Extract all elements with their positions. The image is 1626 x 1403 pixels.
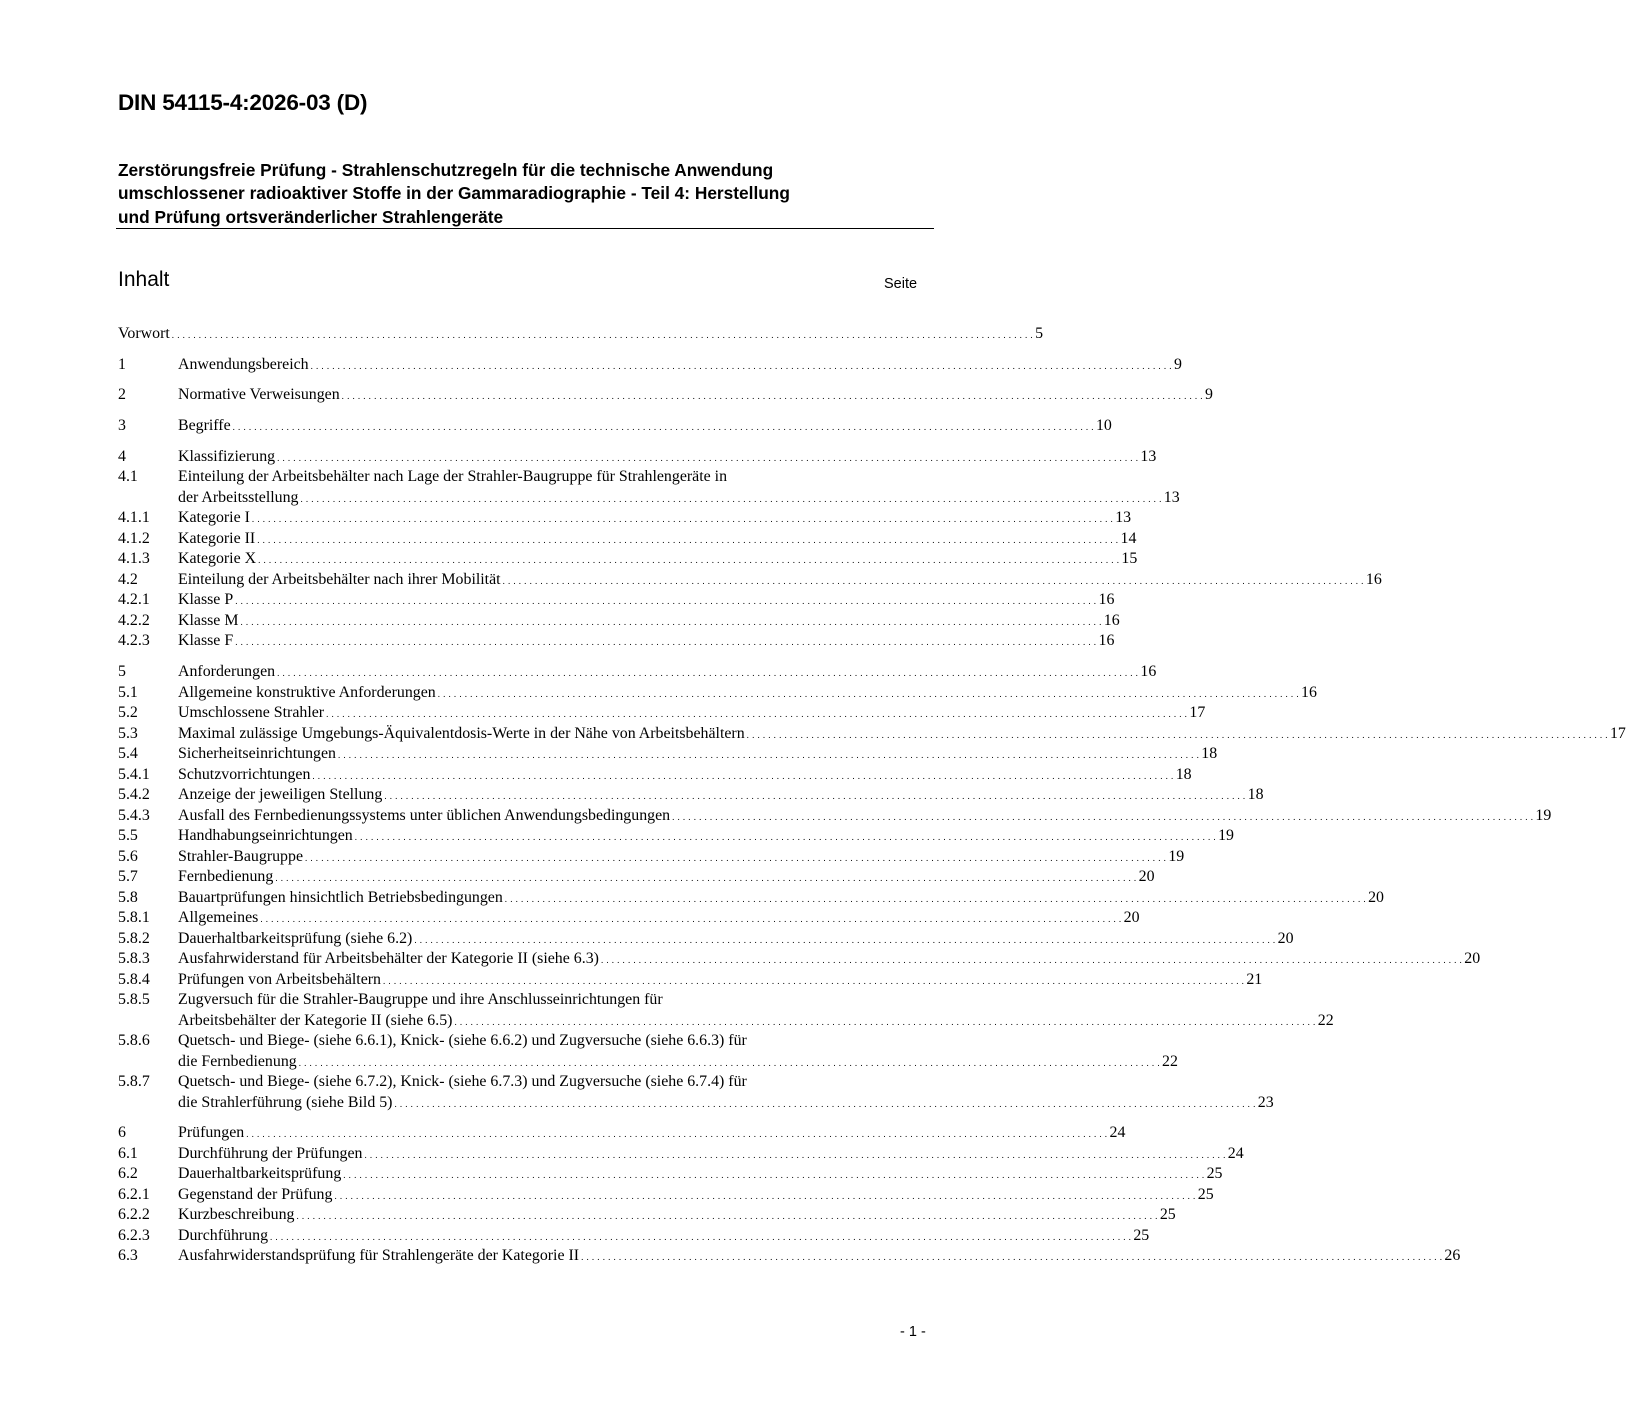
toc-entry-title: Handhabungseinrichtungen — [178, 827, 353, 844]
toc-entry-page: 18 — [1175, 765, 1192, 783]
toc-page-column-label: Seite — [884, 276, 918, 292]
toc-entry-title: Einteilung der Arbeitsbehälter nach Lage der Strahler-Baugruppe für Strahlengeräte in — [178, 468, 728, 486]
toc-entry-page: 22 — [1317, 1011, 1334, 1029]
toc-entry-page: 25 — [1159, 1206, 1176, 1224]
toc-entry[interactable] — [118, 488, 1180, 509]
toc-entry-number: 4 — [118, 447, 126, 465]
toc-entry[interactable] — [118, 611, 1120, 632]
toc-dot-leader: . . . . . . . . . . . . . . . . . . . . . . . . . . . . . . . . . . . . . . . . . . . . . . . . . . . . . . . . . . . . . . . . . . . . . . . . . . . . . . . . . . . . . . . . . . . . . . . . . . . . . . . . . . . . . . . . . . . . . . . . . . . . . . . . . . . . . . . . . . . . . . . . . . . . . . . . . . . . . . . . — [240, 616, 1102, 627]
toc-entry-number: 5.8 — [118, 888, 138, 906]
toc-entry-title: Anforderungen — [178, 663, 276, 680]
toc-entry-number: 5.7 — [118, 868, 138, 885]
toc-dot-leader: . . . . . . . . . . . . . . . . . . . . . . . . . . . . . . . . . . . . . . . . . . . . . . . . . . . . . . . . . . . . . . . . . . . . . . . . . . . . . . . . . . . . . . . . . . . . . . . . . . . . . . . . . . . . . . . . . . . . . . . . . . . . . . . . . . . . . . . . . . . . . . . . . . . . . . . . . . . . . . . . — [298, 1057, 1161, 1068]
toc-dot-leader: . . . . . . . . . . . . . . . . . . . . . . . . . . . . . . . . . . . . . . . . . . . . . . . . . . . . . . . . . . . . . . . . . . . . . . . . . . . . . . . . . . . . . . . . . . . . . . . . . . . . . . . . . . . . . . . . . . . . . . . . . . . . . . . . . . . . . . . . . . . . . . . . . . . . . . . . . . . . . . . . — [257, 534, 1119, 545]
toc-entry-title: Begriffe — [178, 417, 231, 435]
toc-entry-page: 20 — [1277, 929, 1294, 947]
toc-entry[interactable] — [118, 744, 1218, 765]
toc-entry[interactable] — [118, 806, 1552, 827]
toc-entry[interactable] — [118, 529, 1137, 550]
toc-entry-page: 20 — [1138, 868, 1155, 885]
toc-entry[interactable] — [118, 1164, 1223, 1185]
toc-entry[interactable] — [118, 385, 1213, 406]
document-title — [118, 159, 918, 229]
toc-dot-leader: . . . . . . . . . . . . . . . . . . . . . . . . . . . . . . . . . . . . . . . . . . . . . . . . . . . . . . . . . . . . . . . . . . . . . . . . . . . . . . . . . . . . . . . . . . . . . . . . . . . . . . . . . . . . . . . . . . . . . . . . . . . . . . . . . . . . . . . . . . . . . . . . . . . . . . . . . . . . . . . . — [326, 709, 1188, 719]
toc-dot-leader: . . . . . . . . . . . . . . . . . . . . . . . . . . . . . . . . . . . . . . . . . . . . . . . . . . . . . . . . . . . . . . . . . . . . . . . . . . . . . . . . . . . . . . . . . . . . . . . . . . . . . . . . . . . . . . . . . . . . . . . . . . . . . . . . . . . . . . . . . . . . . . . . . . . . . . . . . . . . . . . . — [454, 1016, 1316, 1027]
toc-entry-number: 5.1 — [118, 683, 138, 701]
toc-entry[interactable] — [118, 765, 1192, 786]
toc-dot-leader: . . . . . . . . . . . . . . . . . . . . . . . . . . . . . . . . . . . . . . . . . . . . . . . . . . . . . . . . . . . . . . . . . . . . . . . . . . . . . . . . . . . . . . . . . . . . . . . . . . . . . . . . . . . . . . . . . . . . . . . . . . . . . . . . . . . . . . . . . . . . . . . . . . . . . . . . . . . . . . . . — [300, 493, 1162, 504]
toc-entry[interactable] — [118, 1031, 930, 1052]
toc-dot-leader: . . . . . . . . . . . . . . . . . . . . . . . . . . . . . . . . . . . . . . . . . . . . . . . . . . . . . . . . . . . . . . . . . . . . . . . . . . . . . . . . . . . . . . . . . . . . . . . . . . . . . . . . . . . . . . . . . . . . . . . . . . . . . . . . . . . . . . . . . . . . . . . . . . . . . . . . . . . . . . . . — [296, 1211, 1158, 1222]
toc-dot-leader: . . . . . . . . . . . . . . . . . . . . . . . . . . . . . . . . . . . . . . . . . . . . . . . . . . . . . . . . . . . . . . . . . . . . . . . . . . . . . . . . . . . . . . . . . . . . . . . . . . . . . . . . . . . . . . . . . . . . . . . . . . . . . . . . . . . . . . . . . . . . . . . . . . . . . . . . . . . . . . . . — [270, 1231, 1132, 1242]
toc-entry-title: Vorwort — [118, 325, 170, 342]
toc-entry-page: 16 — [1140, 663, 1157, 680]
toc-entry-page: 20 — [1123, 909, 1140, 926]
toc-entry-page: 22 — [1162, 1052, 1178, 1070]
toc-entry-title: Maximal zulässige Umgebungs-Äquivalentdosis-Werte in der Nähe von Arbeitsbehältern — [178, 724, 745, 742]
toc-entry-number: 5.8.7 — [118, 1073, 150, 1090]
toc-entry-title: Klasse M — [178, 611, 239, 629]
toc-entry-title: Bauartprüfungen hinsichtlich Betriebsbedingungen — [178, 888, 503, 906]
toc-entry-number: 5.8.1 — [118, 909, 150, 926]
toc-entry[interactable] — [118, 949, 1481, 970]
toc-entry-title: Zugversuch für die Strahler-Baugruppe und ihre Anschlusseinrichtungen für — [178, 991, 663, 1008]
toc-entry-title: Durchführung der Prüfungen — [178, 1144, 363, 1162]
toc-entry[interactable] — [118, 1185, 1214, 1206]
toc-entry[interactable] — [118, 590, 1115, 611]
toc-entry-page: 23 — [1257, 1093, 1274, 1111]
toc-dot-leader: . . . . . . . . . . . . . . . . . . . . . . . . . . . . . . . . . . . . . . . . . . . . . . . . . . . . . . . . . . . . . . . . . . . . . . . . . . . . . . . . . . . . . . . . . . . . . . . . . . . . . . . . . . . . . . . . . . . . . . . . . . . . . . . . . . . . . . . . . . . . . . . . . . . . . . . . . . . . . . . . — [502, 575, 1364, 586]
toc-entry-title: Dauerhaltbarkeitsprüfung (siehe 6.2) — [178, 929, 413, 947]
toc-entry-number: 5.4.2 — [118, 786, 150, 803]
toc-entry-number: 6.2.2 — [118, 1206, 150, 1224]
toc-entry[interactable] — [118, 970, 1263, 991]
toc-entry-number: 6.2.1 — [118, 1185, 150, 1203]
toc-entry-number: 5.8.5 — [118, 991, 150, 1008]
toc-entry-title: Anzeige der jeweiligen Stellung — [178, 786, 383, 803]
toc-entry-page: 18 — [1201, 745, 1218, 762]
toc-dot-leader: . . . . . . . . . . . . . . . . . . . . . . . . . . . . . . . . . . . . . . . . . . . . . . . . . . . . . . . . . . . . . . . . . . . . . . . . . . . . . . . . . . . . . . . . . . . . . . . . . . . . . . . . . . . . . . . . . . . . . . . . . . . . . . . . . . . . . . . . . . . . . . . . . . . . . . . . . . . . . . . . — [310, 360, 1172, 371]
toc-entry-title: der Arbeitsstellung — [178, 488, 299, 506]
toc-entry-page: 17 — [1189, 704, 1206, 721]
toc-entry[interactable] — [118, 826, 1234, 847]
toc-entry-title: Strahler-Baugruppe — [178, 847, 303, 865]
toc-entry-page: 21 — [1246, 970, 1263, 988]
toc-entry-page: 14 — [1120, 529, 1137, 547]
toc-entry-title: Einteilung der Arbeitsbehälter nach ihrer Mobilität — [178, 570, 501, 588]
toc-entry[interactable] — [118, 908, 1140, 929]
toc-entry-page: 20 — [1464, 950, 1481, 967]
toc-dot-leader: . . . . . . . . . . . . . . . . . . . . . . . . . . . . . . . . . . . . . . . . . . . . . . . . . . . . . . . . . . . . . . . . . . . . . . . . . . . . . . . . . . . . . . . . . . . . . . . . . . . . . . . . . . . . . . . . . . . . . . . . . . . . . . . . . . . . . . . . . . . . . . . . . . . . . . . . . . . . . . . . — [672, 811, 1534, 822]
toc-entry[interactable] — [118, 990, 930, 1011]
toc-entry-number: 4.1.1 — [118, 509, 150, 527]
toc-dot-leader: . . . . . . . . . . . . . . . . . . . . . . . . . . . . . . . . . . . . . . . . . . . . . . . . . . . . . . . . . . . . . . . . . . . . . . . . . . . . . . . . . . . . . . . . . . . . . . . . . . . . . . . . . . . . . . . . . . . . . . . . . . . . . . . . . . . . . . . . . . . . . . . . . . . . . . . . . . . . . . . . — [275, 873, 1137, 883]
toc-dot-leader: . . . . . . . . . . . . . . . . . . . . . . . . . . . . . . . . . . . . . . . . . . . . . . . . . . . . . . . . . . . . . . . . . . . . . . . . . . . . . . . . . . . . . . . . . . . . . . . . . . . . . . . . . . . . . . . . . . . . . . . . . . . . . . . . . . . . . . . . . . . . . . . . . . . . . . . . . . . . . . . . — [251, 514, 1114, 525]
toc-entry-page: 10 — [1095, 417, 1112, 435]
toc-entry-title: Umschlossene Strahler — [178, 704, 325, 721]
toc-entry[interactable] — [118, 631, 1115, 652]
toc-dot-leader: . . . . . . . . . . . . . . . . . . . . . . . . . . . . . . . . . . . . . . . . . . . . . . . . . . . . . . . . . . . . . . . . . . . . . . . . . . . . . . . . . . . . . . . . . . . . . . . . . . . . . . . . . . . . . . . . . . . . . . . . . . . . . . . . . . . . . . . . . . . . . . . . . . . . . . . . . . . . . . . . — [312, 770, 1174, 781]
toc-entry-page: 25 — [1197, 1185, 1214, 1203]
toc-entry[interactable] — [118, 1144, 1244, 1165]
toc-entry-page: 25 — [1206, 1165, 1223, 1183]
toc-entry-title: Ausfall des Fernbedienungssystems unter üblichen Anwendungsbedingungen — [178, 806, 671, 824]
toc-entry-title: Anwendungsbereich — [178, 355, 309, 373]
toc-entry[interactable] — [118, 1246, 1461, 1267]
toc-entry-title: Ausfahrwiderstandsprüfung für Strahlengeräte der Kategorie II — [178, 1247, 580, 1265]
toc-dot-leader: . . . . . . . . . . . . . . . . . . . . . . . . . . . . . . . . . . . . . . . . . . . . . . . . . . . . . . . . . . . . . . . . . . . . . . . . . . . . . . . . . . . . . . . . . . . . . . . . . . . . . . . . . . . . . . . . . . . . . . . . . . . . . . . . . . . . . . . . . . . . . . . . . . . . . . . . . . . . . . . . — [258, 555, 1120, 566]
toc-entry-page: 19 — [1218, 827, 1234, 844]
toc-entry-title: Durchführung — [178, 1226, 269, 1244]
toc-entry-title: Allgemeines — [178, 909, 259, 926]
toc-entry-number: 5.8.3 — [118, 950, 150, 967]
toc-entry-title: Prüfungen von Arbeitsbehältern — [178, 970, 382, 988]
toc-entry[interactable] — [118, 929, 1294, 950]
toc-entry-number: 3 — [118, 417, 126, 435]
toc-entry-title: Kategorie II — [178, 529, 256, 547]
toc-entry-page: 17 — [1609, 724, 1626, 742]
toc-entry[interactable] — [118, 683, 1317, 704]
toc-entry-page: 16 — [1103, 611, 1120, 629]
toc-dot-leader: . . . . . . . . . . . . . . . . . . . . . . . . . . . . . . . . . . . . . . . . . . . . . . . . . . . . . . . . . . . . . . . . . . . . . . . . . . . . . . . . . . . . . . . . . . . . . . . . . . . . . . . . . . . . . . . . . . . . . . . . . . . . . . . . . . . . . . . . . . . . . . . . . . . . . . . . . . . . . . . . — [384, 791, 1246, 801]
toc-entry-page: 13 — [1163, 488, 1180, 506]
toc-entry-number: 5.2 — [118, 704, 138, 721]
toc-entry[interactable] — [118, 847, 1185, 868]
toc-dot-leader: . . . . . . . . . . . . . . . . . . . . . . . . . . . . . . . . . . . . . . . . . . . . . . . . . . . . . . . . . . . . . . . . . . . . . . . . . . . . . . . . . . . . . . . . . . . . . . . . . . . . . . . . . . . . . . . . . . . . . . . . . . . . . . . . . . . . . . . . . . . . . . . . . . . . . . . . . . . . . . . . — [337, 750, 1200, 760]
toc-entry[interactable] — [118, 1123, 1126, 1144]
toc-entry-page: 13 — [1140, 447, 1157, 465]
toc-entry-page: 13 — [1115, 509, 1132, 527]
toc-entry-number: 1 — [118, 355, 126, 373]
toc-entry-title: Dauerhaltbarkeitsprüfung — [178, 1165, 342, 1183]
toc-dot-leader: . . . . . . . . . . . . . . . . . . . . . . . . . . . . . . . . . . . . . . . . . . . . . . . . . . . . . . . . . . . . . . . . . . . . . . . . . . . . . . . . . . . . . . . . . . . . . . . . . . . . . . . . . . . . . . . . . . . . . . . . . . . . . . . . . . . . . . . . . . . . . . . . . . . . . . . . . . . . . . . . — [232, 422, 1094, 433]
toc-entry-title: Prüfungen — [178, 1124, 245, 1142]
toc-entry[interactable] — [118, 324, 1044, 345]
toc-entry[interactable] — [118, 508, 1132, 529]
toc-entry-number: 5.4.1 — [118, 765, 150, 783]
toc-entry[interactable] — [118, 662, 1157, 683]
toc-dot-leader: . . . . . . . . . . . . . . . . . . . . . . . . . . . . . . . . . . . . . . . . . . . . . . . . . . . . . . . . . . . . . . . . . . . . . . . . . . . . . . . . . . . . . . . . . . . . . . . . . . . . . . . . . . . . . . . . . . . . . . . . . . . . . . . . . . . . . . . . . . . . . . . . . . . . . . . . . . . . . . . . — [343, 1170, 1205, 1181]
toc-entry-number: 4.2.2 — [118, 611, 150, 629]
toc-entry[interactable] — [118, 1205, 1176, 1226]
toc-entry-title: Allgemeine konstruktive Anforderungen — [178, 683, 436, 701]
toc-entry-title: Quetsch- und Biege- (siehe 6.7.2), Knick- (siehe 6.7.3) und Zugversuche (siehe 6.7.4) für — [178, 1073, 747, 1090]
toc-dot-leader: . . . . . . . . . . . . . . . . . . . . . . . . . . . . . . . . . . . . . . . . . . . . . . . . . . . . . . . . . . . . . . . . . . . . . . . . . . . . . . . . . . . . . . . . . . . . . . . . . . . . . . . . . . . . . . . . . . . . . . . . . . . . . . . . . . . . . . . . . . . . . . . . . . . . . . . . . . . . . . . . — [437, 688, 1300, 699]
toc-entry[interactable] — [118, 549, 1138, 570]
toc-entry-page: 16 — [1301, 683, 1317, 701]
toc-entry-title: Kategorie I — [178, 509, 250, 527]
toc-entry-number: 5.6 — [118, 847, 138, 865]
toc-entry-page: 9 — [1204, 386, 1213, 404]
toc-entry[interactable] — [118, 867, 1155, 888]
toc-heading: Inhalt — [118, 268, 170, 291]
toc-entry-page: 19 — [1535, 806, 1552, 824]
toc-entry-number: 4.2 — [118, 570, 138, 588]
toc-dot-leader: . . . . . . . . . . . . . . . . . . . . . . . . . . . . . . . . . . . . . . . . . . . . . . . . . . . . . . . . . . . . . . . . . . . . . . . . . . . . . . . . . . . . . . . . . . . . . . . . . . . . . . . . . . . . . . . . . . . . . . . . . . . . . . . . . . . . . . . . . . . . . . . . . . . . . . . . . . . . . . . . — [277, 668, 1139, 678]
toc-dot-leader: . . . . . . . . . . . . . . . . . . . . . . . . . . . . . . . . . . . . . . . . . . . . . . . . . . . . . . . . . . . . . . . . . . . . . . . . . . . . . . . . . . . . . . . . . . . . . . . . . . . . . . . . . . . . . . . . . . . . . . . . . . . . . . . . . . . . . . . . . . . . . . . . . . . . . . . . . . . . . . . . — [305, 852, 1167, 863]
toc-dot-leader: . . . . . . . . . . . . . . . . . . . . . . . . . . . . . . . . . . . . . . . . . . . . . . . . . . . . . . . . . . . . . . . . . . . . . . . . . . . . . . . . . . . . . . . . . . . . . . . . . . . . . . . . . . . . . . . . . . . . . . . . . . . . . . . . . . . . . . . . . . . . . . . . . . . . . . . . . . . . . . . . — [235, 596, 1097, 607]
toc-entry-number: 5.8.6 — [118, 1032, 150, 1049]
toc-entry-title: Arbeitsbehälter der Kategorie II (siehe 6.5) — [178, 1011, 453, 1029]
toc-entry[interactable] — [118, 1093, 1274, 1114]
toc-entry-title: Klasse P — [178, 591, 234, 609]
document-identifier: DIN 54115-4:2026-03 (D) — [118, 90, 368, 115]
toc-entry-page: 24 — [1227, 1144, 1244, 1162]
toc-dot-leader: . . . . . . . . . . . . . . . . . . . . . . . . . . . . . . . . . . . . . . . . . . . . . . . . . . . . . . . . . . . . . . . . . . . . . . . . . . . . . . . . . . . . . . . . . . . . . . . . . . . . . . . . . . . . . . . . . . . . . . . . . . . . . . . . . . . . . . . . . . . . . . . . . . . . . . . . . . . . . . . . — [414, 934, 1276, 945]
toc-entry-number: 2 — [118, 386, 126, 404]
toc-entry-number: 5.4 — [118, 745, 138, 762]
toc-entry-number: 6.2 — [118, 1165, 138, 1183]
toc-entry-number: 6.3 — [118, 1247, 138, 1265]
toc-entry[interactable] — [118, 355, 1182, 376]
toc-dot-leader: . . . . . . . . . . . . . . . . . . . . . . . . . . . . . . . . . . . . . . . . . . . . . . . . . . . . . . . . . . . . . . . . . . . . . . . . . . . . . . . . . . . . . . . . . . . . . . . . . . . . . . . . . . . . . . . . . . . . . . . . . . . . . . . . . . . . . . . . . . . . . . . . . . . . . . . . . . . . . . . . — [504, 893, 1367, 904]
toc-entry[interactable] — [118, 1072, 930, 1093]
toc-dot-leader: . . . . . . . . . . . . . . . . . . . . . . . . . . . . . . . . . . . . . . . . . . . . . . . . . . . . . . . . . . . . . . . . . . . . . . . . . . . . . . . . . . . . . . . . . . . . . . . . . . . . . . . . . . . . . . . . . . . . . . . . . . . . . . . . . . . . . . . . . . . . . . . . . . . . . . . . . . . . . . . . — [277, 452, 1139, 463]
toc-dot-leader: . . . . . . . . . . . . . . . . . . . . . . . . . . . . . . . . . . . . . . . . . . . . . . . . . . . . . . . . . . . . . . . . . . . . . . . . . . . . . . . . . . . . . . . . . . . . . . . . . . . . . . . . . . . . . . . . . . . . . . . . . . . . . . . . . . . . . . . . . . . . . . . . . . . . . . . . . . . . . . . . — [581, 1252, 1443, 1263]
toc-dot-leader: . . . . . . . . . . . . . . . . . . . . . . . . . . . . . . . . . . . . . . . . . . . . . . . . . . . . . . . . . . . . . . . . . . . . . . . . . . . . . . . . . . . . . . . . . . . . . . . . . . . . . . . . . . . . . . . . . . . . . . . . . . . . . . . . . . . . . . . . . . . . . . . . . . . . . . . . . . . . . . . . — [334, 1190, 1196, 1201]
toc-entry-page: 9 — [1173, 355, 1182, 373]
toc-entry-title: die Strahlerführung (siehe Bild 5) — [178, 1093, 393, 1111]
toc-entry-page: 18 — [1247, 786, 1264, 803]
toc-entry-number: 4.1.2 — [118, 529, 150, 547]
toc-entry-title: Quetsch- und Biege- (siehe 6.6.1), Knick- (siehe 6.6.2) und Zugversuche (siehe 6.6.3) für — [178, 1032, 747, 1049]
toc-entry-page: 5 — [1035, 325, 1044, 342]
toc-entry-number: 4.1.3 — [118, 550, 150, 568]
toc-dot-leader: . . . . . . . . . . . . . . . . . . . . . . . . . . . . . . . . . . . . . . . . . . . . . . . . . . . . . . . . . . . . . . . . . . . . . . . . . . . . . . . . . . . . . . . . . . . . . . . . . . . . . . . . . . . . . . . . . . . . . . . . . . . . . . . . . . . . . . . . . . . . . . . . . . . . . . . . . . . . . . . . — [235, 637, 1097, 648]
toc-entry-title: Klassifizierung — [178, 447, 276, 465]
toc-dot-leader: . . . . . . . . . . . . . . . . . . . . . . . . . . . . . . . . . . . . . . . . . . . . . . . . . . . . . . . . . . . . . . . . . . . . . . . . . . . . . . . . . . . . . . . . . . . . . . . . . . . . . . . . . . . . . . . . . . . . . . . . . . . . . . . . . . . . . . . . . . . . . . . . . . . . . . . . . . . . . . . . — [746, 729, 1608, 740]
toc-dot-leader: . . . . . . . . . . . . . . . . . . . . . . . . . . . . . . . . . . . . . . . . . . . . . . . . . . . . . . . . . . . . . . . . . . . . . . . . . . . . . . . . . . . . . . . . . . . . . . . . . . . . . . . . . . . . . . . . . . . . . . . . . . . . . . . . . . . . . . . . . . . . . . . . . . . . . . . . . . . . . . . . — [260, 914, 1122, 924]
toc-entry-number: 5.8.4 — [118, 970, 150, 988]
toc-entry-number: 5.8.2 — [118, 929, 150, 947]
toc-entry-number: 5 — [118, 663, 126, 680]
toc-entry-page: 16 — [1098, 591, 1115, 609]
toc-entry-title: Kategorie X — [178, 550, 257, 568]
toc-entry-title: Klasse F — [178, 632, 234, 650]
toc-entry-title: Kurzbeschreibung — [178, 1206, 295, 1224]
toc-dot-leader: . . . . . . . . . . . . . . . . . . . . . . . . . . . . . . . . . . . . . . . . . . . . . . . . . . . . . . . . . . . . . . . . . . . . . . . . . . . . . . . . . . . . . . . . . . . . . . . . . . . . . . . . . . . . . . . . . . . . . . . . . . . . . . . . . . . . . . . . . . . . . . . . . . . . . . . . . . . . . . . . — [171, 330, 1034, 340]
toc-entry-title: Fernbedienung — [178, 868, 274, 885]
toc-entry-title: Normative Verweisungen — [178, 386, 340, 404]
toc-entry-number: 5.4.3 — [118, 806, 150, 824]
toc-dot-leader: . . . . . . . . . . . . . . . . . . . . . . . . . . . . . . . . . . . . . . . . . . . . . . . . . . . . . . . . . . . . . . . . . . . . . . . . . . . . . . . . . . . . . . . . . . . . . . . . . . . . . . . . . . . . . . . . . . . . . . . . . . . . . . . . . . . . . . . . . . . . . . . . . . . . . . . . . . . . . . . . — [364, 1149, 1226, 1160]
toc-entry[interactable] — [118, 703, 1206, 724]
title-divider — [116, 228, 934, 229]
toc-entry-title: Schutzvorrichtungen — [178, 765, 311, 783]
toc-dot-leader: . . . . . . . . . . . . . . . . . . . . . . . . . . . . . . . . . . . . . . . . . . . . . . . . . . . . . . . . . . . . . . . . . . . . . . . . . . . . . . . . . . . . . . . . . . . . . . . . . . . . . . . . . . . . . . . . . . . . . . . . . . . . . . . . . . . . . . . . . . . . . . . . . . . . . . . . . . . . . . . . — [383, 975, 1245, 986]
toc-entry-page: 26 — [1444, 1247, 1461, 1265]
toc-entry-number: 4.2.3 — [118, 632, 150, 650]
toc-entry-page: 16 — [1365, 570, 1382, 588]
toc-entry-page: 20 — [1368, 888, 1384, 906]
toc-entry-number: 6 — [118, 1124, 126, 1142]
toc-entry-page: 24 — [1109, 1124, 1126, 1142]
toc-entry-page: 15 — [1121, 550, 1138, 568]
toc-dot-leader: . . . . . . . . . . . . . . . . . . . . . . . . . . . . . . . . . . . . . . . . . . . . . . . . . . . . . . . . . . . . . . . . . . . . . . . . . . . . . . . . . . . . . . . . . . . . . . . . . . . . . . . . . . . . . . . . . . . . . . . . . . . . . . . . . . . . . . . . . . . . . . . . . . . . . . . . . . . . . . . . — [354, 832, 1217, 842]
toc-entry[interactable] — [118, 1226, 1150, 1247]
toc-entry-number: 4.1 — [118, 468, 138, 486]
document-title-line: umschlossener radioaktiver Stoffe in der Gammaradiographie - Teil 4: Herstellung — [118, 183, 790, 204]
toc-entry[interactable] — [118, 1052, 1178, 1073]
toc-entry-number: 6.1 — [118, 1144, 138, 1162]
toc-entry[interactable] — [118, 724, 1626, 745]
toc-entry-page: 25 — [1133, 1226, 1150, 1244]
toc-dot-leader: . . . . . . . . . . . . . . . . . . . . . . . . . . . . . . . . . . . . . . . . . . . . . . . . . . . . . . . . . . . . . . . . . . . . . . . . . . . . . . . . . . . . . . . . . . . . . . . . . . . . . . . . . . . . . . . . . . . . . . . . . . . . . . . . . . . . . . . . . . . . . . . . . . . . . . . . . . . . . . . . — [600, 955, 1463, 965]
toc-entry[interactable] — [118, 785, 1264, 806]
toc-entry-title: Sicherheitseinrichtungen — [178, 745, 336, 762]
toc-entry-number: 4.2.1 — [118, 591, 150, 609]
document-title-line: und Prüfung ortsveränderlicher Strahlengeräte — [118, 206, 504, 227]
page-number: - 1 - — [900, 1324, 926, 1340]
toc-entry-page: 19 — [1168, 847, 1185, 865]
toc-entry-number: 6.2.3 — [118, 1226, 150, 1244]
toc-entry[interactable] — [118, 467, 930, 488]
toc-entry[interactable] — [118, 1011, 1334, 1032]
toc-entry-title: die Fernbedienung — [178, 1052, 297, 1070]
toc-entry-number: 5.5 — [118, 827, 138, 844]
toc-entry-page: 16 — [1098, 632, 1115, 650]
toc-entry[interactable] — [118, 416, 1112, 437]
toc-entry[interactable] — [118, 570, 1382, 591]
toc-entry[interactable] — [118, 888, 1384, 909]
toc-entry-title: Ausfahrwiderstand für Arbeitsbehälter der Kategorie II (siehe 6.3) — [178, 950, 599, 967]
document-title-line: Zerstörungsfreie Prüfung - Strahlenschutzregeln für die technische Anwendung — [118, 160, 774, 180]
toc-dot-leader: . . . . . . . . . . . . . . . . . . . . . . . . . . . . . . . . . . . . . . . . . . . . . . . . . . . . . . . . . . . . . . . . . . . . . . . . . . . . . . . . . . . . . . . . . . . . . . . . . . . . . . . . . . . . . . . . . . . . . . . . . . . . . . . . . . . . . . . . . . . . . . . . . . . . . . . . . . . . . . . . — [394, 1098, 1256, 1109]
toc-dot-leader: . . . . . . . . . . . . . . . . . . . . . . . . . . . . . . . . . . . . . . . . . . . . . . . . . . . . . . . . . . . . . . . . . . . . . . . . . . . . . . . . . . . . . . . . . . . . . . . . . . . . . . . . . . . . . . . . . . . . . . . . . . . . . . . . . . . . . . . . . . . . . . . . . . . . . . . . . . . . . . . . — [246, 1129, 1108, 1140]
toc-entry[interactable] — [118, 447, 1157, 468]
toc-entry-number: 5.3 — [118, 724, 138, 742]
toc-dot-leader: . . . . . . . . . . . . . . . . . . . . . . . . . . . . . . . . . . . . . . . . . . . . . . . . . . . . . . . . . . . . . . . . . . . . . . . . . . . . . . . . . . . . . . . . . . . . . . . . . . . . . . . . . . . . . . . . . . . . . . . . . . . . . . . . . . . . . . . . . . . . . . . . . . . . . . . . . . . . . . . . — [341, 391, 1203, 402]
toc-entry-title: Gegenstand der Prüfung — [178, 1185, 333, 1203]
